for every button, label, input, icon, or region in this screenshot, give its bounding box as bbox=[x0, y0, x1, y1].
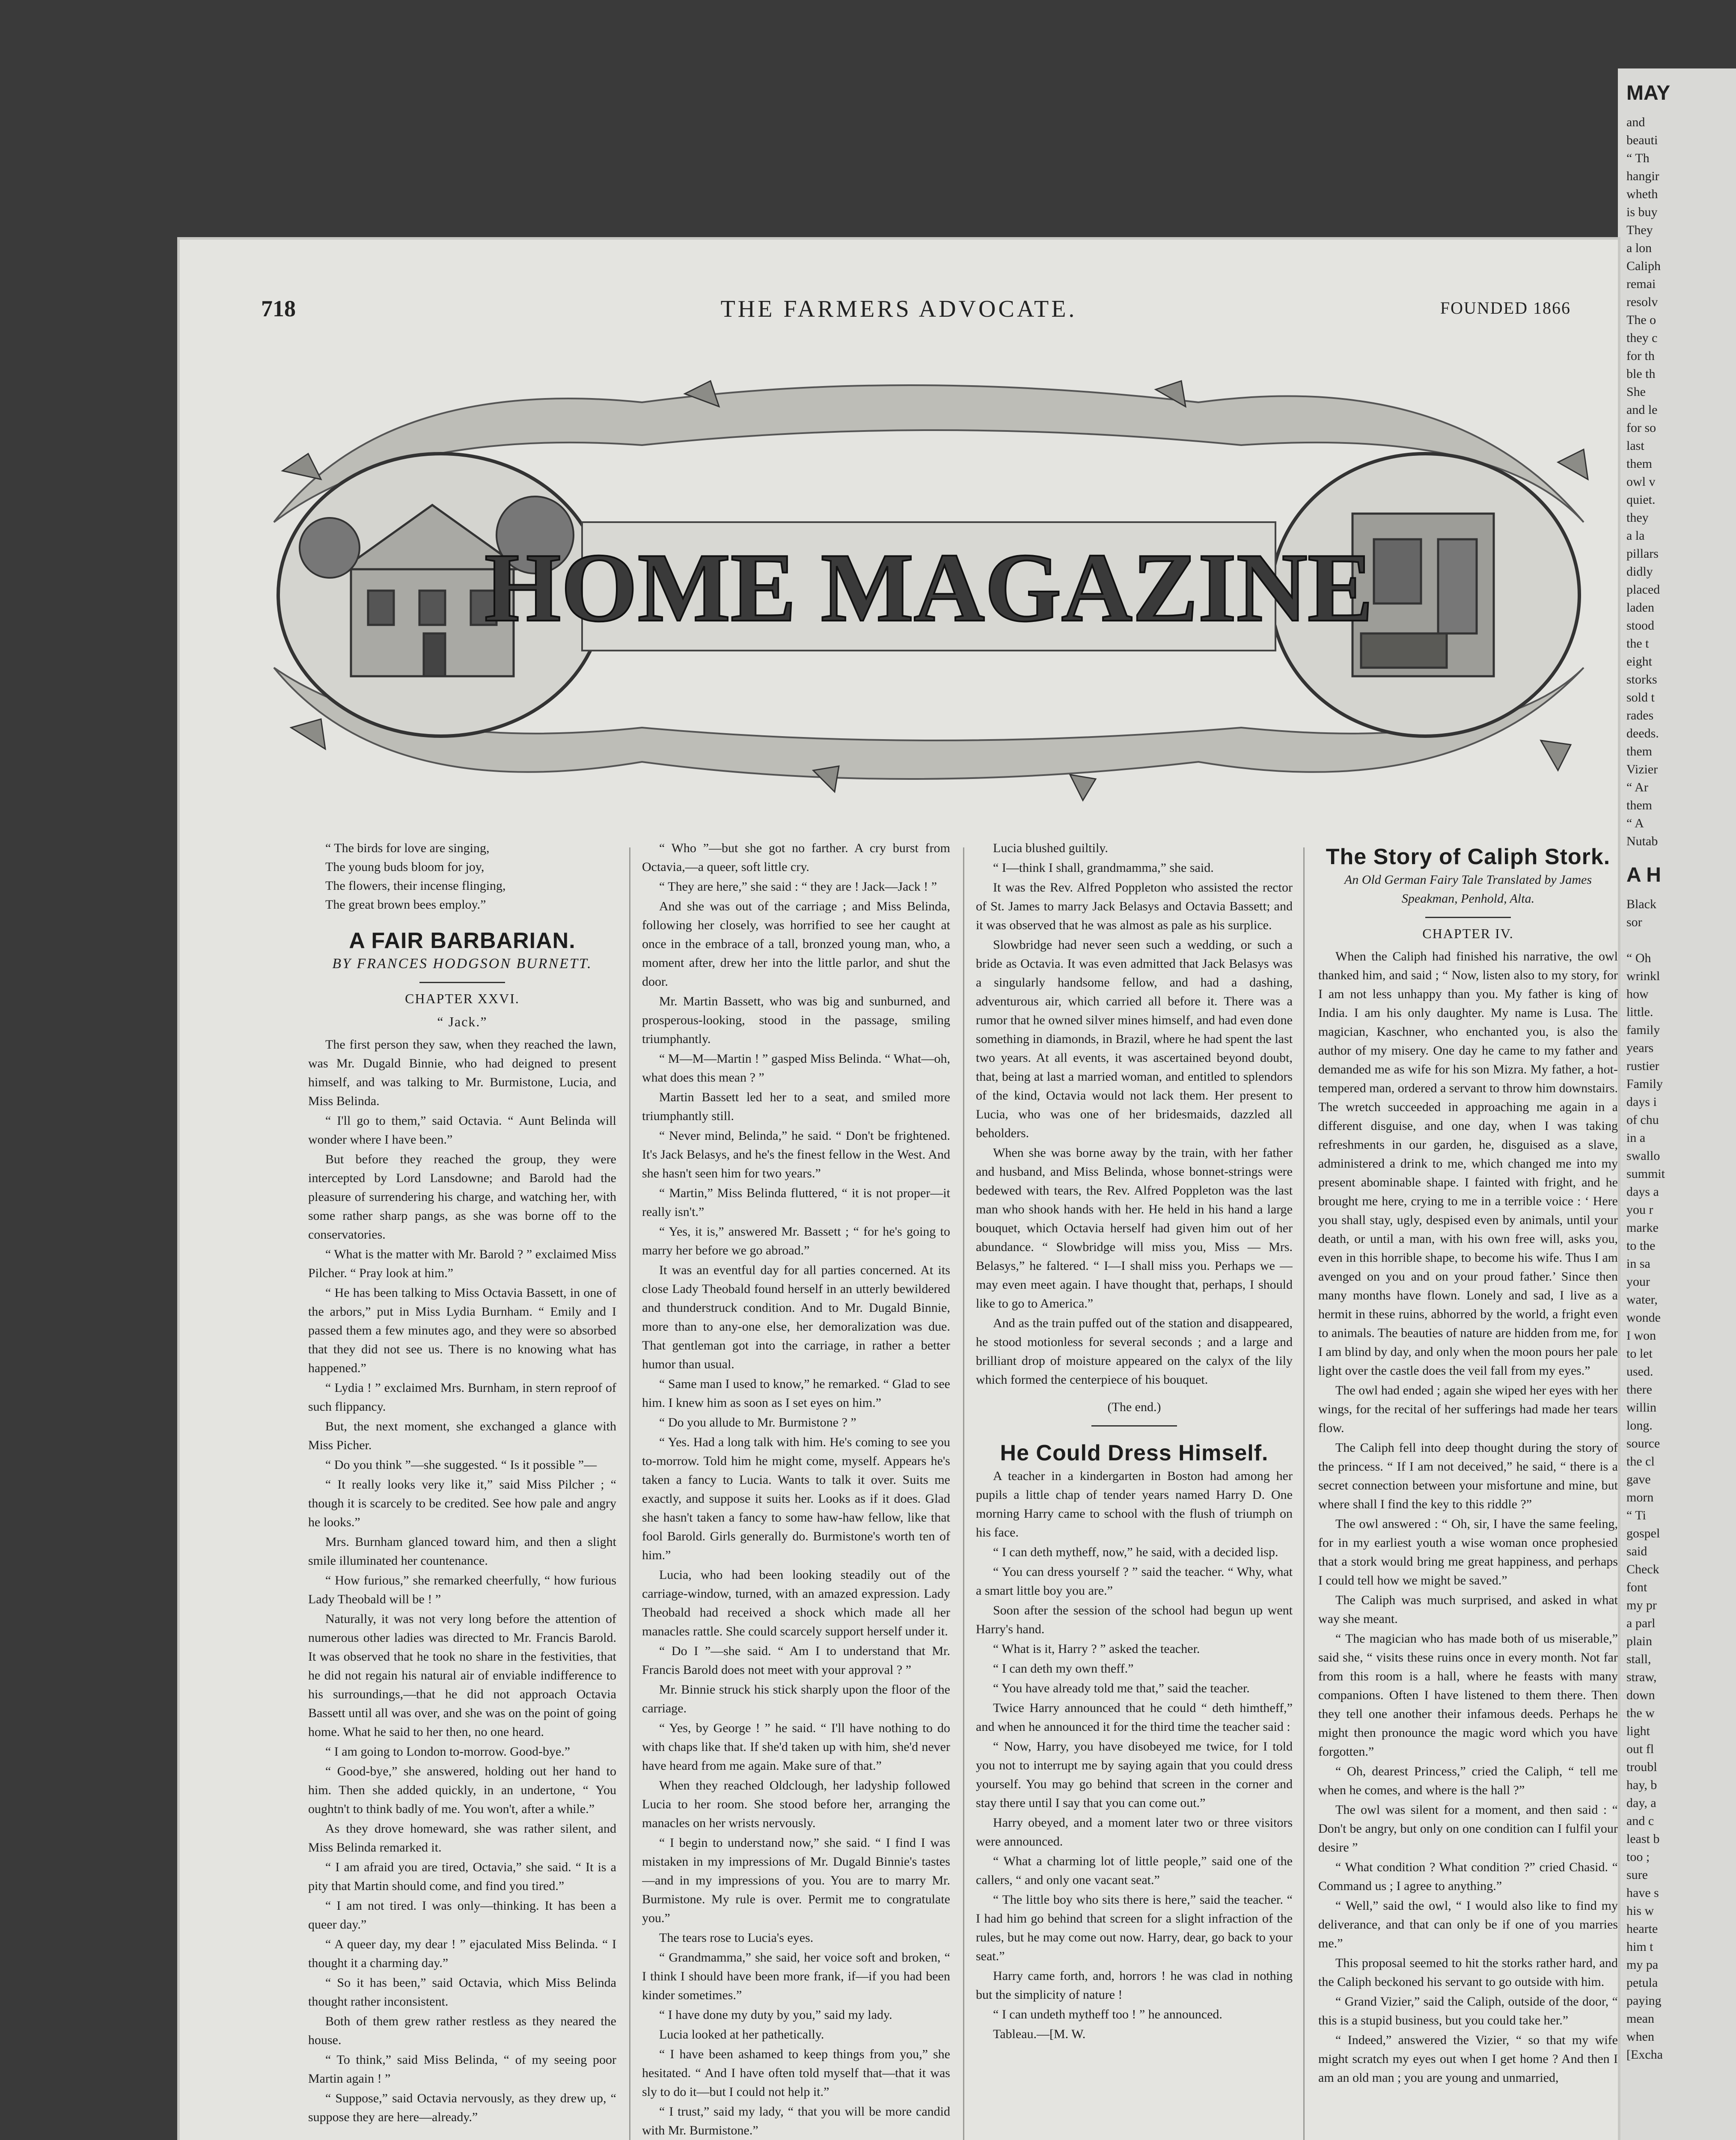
paragraph: “ Yes, it is,” answered Mr. Bassett ; “ for he's going to marry her before we go abroad.” bbox=[642, 1225, 950, 1257]
paragraph: When she was borne away by the train, with her father and husband, and Miss Belinda, whose bonnet-strings were bedewed with tears, the Rev. Alfred Poppleton was the last man who shook hands with her. He held in his hand a large bouquet, which Octavia herself had given him out of her abundance. “ Slowbridge will miss you, Miss — Mrs. Belasys,” he faltered. “ I—I shall miss you. Perhaps we — may even meet again. I have thought that, perhaps, I should like to go to America.” bbox=[976, 1146, 1293, 1311]
paragraph: “ I'll go to them,” said Octavia. “ Aunt Belinda will wonder where I have been.” bbox=[308, 1114, 616, 1147]
paragraph: “ What a charming lot of little people,” said one of the callers, “ and only one vacant seat.” bbox=[976, 1854, 1293, 1887]
paragraph: “ Now, Harry, you have disobeyed me twice, for I told you not to interrupt me by saying again that you could dress yourself. You may go behind that screen in the corner and stay there until I say that you can come out.” bbox=[976, 1739, 1293, 1810]
story-byline: BY FRANCES HODGSON BURNETT. bbox=[332, 956, 592, 972]
story-title-fair-barbarian: A FAIR BARBARIAN. bbox=[349, 928, 576, 953]
column-3 bbox=[976, 839, 1293, 2140]
chapter-heading: CHAPTER XXVI. bbox=[405, 991, 520, 1006]
paragraph: Soon after the session of the school had begun up went Harry's hand. bbox=[976, 1603, 1293, 1636]
paragraph: And as the train puffed out of the station and disappeared, he stood motionless for several seconds ; and a large and brilliant drop of moisture appeared on the calyx of the lily which formed the centerpiece of his bouquet. bbox=[976, 1316, 1293, 1387]
paragraph: The Caliph was much surprised, and asked in what way she meant. bbox=[1318, 1593, 1618, 1626]
paragraph: As they drove homeward, she was rather silent, and Miss Belinda remarked it. bbox=[308, 1822, 616, 1855]
paragraph: “ I trust,” said my lady, “ that you will be more candid with Mr. Burmistone.” bbox=[642, 2104, 950, 2137]
paragraph: “ Same man I used to know,” he remarked. “ Glad to see him. I knew him as soon as I set eyes on him.” bbox=[642, 1377, 950, 1410]
adjacent-page-header: MAY bbox=[1626, 82, 1671, 104]
column-1 bbox=[308, 839, 616, 2140]
paragraph: “ Who ”—but she got no farther. A cry burst from Octavia,—a queer, soft little cry. bbox=[642, 841, 950, 874]
paragraph: “ Do I ”—she said. “ Am I to understand that Mr. Francis Barold does not meet with your approval ? ” bbox=[642, 1644, 950, 1677]
story-title-caliph-stork: The Story of Caliph Stork. bbox=[1326, 844, 1611, 869]
paragraph: Mr. Martin Bassett, who was big and sunburned, and prosperous-looking, stood in the passage, smiling triumphantly. bbox=[642, 994, 950, 1046]
paragraph: Mrs. Burnham glanced toward him, and then a slight smile illuminated her countenance. bbox=[308, 1535, 616, 1568]
paragraph: Martin Bassett led her to a seat, and smiled more triumphantly still. bbox=[642, 1090, 950, 1123]
paragraph: “ What is the matter with Mr. Barold ? ” exclaimed Miss Pilcher. “ Pray look at him.” bbox=[308, 1247, 616, 1280]
divider bbox=[419, 982, 505, 983]
chapter-heading: CHAPTER IV. bbox=[1422, 926, 1514, 941]
divider bbox=[1091, 1425, 1177, 1427]
paragraph: And she was out of the carriage ; and Miss Belinda, following her closely, was horrified to see her caught at once in the embrace of a tall, bronzed young man, who, a moment after, drew her into the little parlor, and shut the door. bbox=[642, 899, 950, 989]
paragraph: “ Oh, dearest Princess,” cried the Caliph, “ tell me when he comes, and where is the hall ?” bbox=[1318, 1764, 1618, 1797]
divider bbox=[1425, 917, 1511, 918]
adjacent-page-fragment bbox=[1618, 68, 1736, 2140]
paragraph: The tears rose to Lucia's eyes. bbox=[659, 1931, 814, 1945]
paragraph: Lucia looked at her pathetically. bbox=[659, 2027, 824, 2042]
paragraph: When the Caliph had finished his narrative, the owl thanked him, and said ; “ Now, listen also to my story, for I am not less unhappy than you. My father is king of India. I am his only daughter. My name is Lusa. The magician, Kaschner, who enchanted you, is also the author of my misery. One day he came to my father and demanded me as wife for his son Mizra. My father, a hot-tempered man, ordered a servant to throw him downstairs. The wretch succeeded in approaching me again in a different disguise, and one day, when I was taking refreshments in our garden, he, disguised as a slave, administered a drink to me, which changed me into my present abominable shape. I fainted with fright, and he brought me here, crying to me in a terrible voice : ‘ Here you shall stay, ugly, despised even by animals, until your death, or until a man, with his own free will, asks you, even in this horrible shape, to become his wife. Thus I am avenged on you and on your proud father.’ Since then many months have flown. Lonely and sad, I live as a hermit in these ruins, abhorred by the world, a fright even to animals. The beauties of nature are hidden from me, for I am blind by day, and only when the moon pours her pale light over the castle does the veil fall from my eyes.” bbox=[1318, 949, 1618, 1378]
paragraph: “ How furious,” she remarked cheerfully, “ how furious Lady Theobald will be ! ” bbox=[308, 1573, 616, 1606]
paragraph: Slowbridge had never seen such a wedding, or such a bride as Octavia. It was even admitted that Jack Belasys was a singularly handsome fellow, and had a dashing, adventurous air, which carried all before it. There was a rumor that he owned silver mines himself, and had even done something in diamonds, in Brazil, where he had spent the last two years. At all events, it was ascertained beyond doubt, that, being at last a married woman, and entitled to splendors of the kind, Octavia would not lack them. Her present to Lucia, who was one of her bridesmaids, dazzled all beholders. bbox=[976, 938, 1293, 1140]
newspaper-page bbox=[180, 240, 1618, 2140]
column-rule bbox=[963, 847, 964, 2140]
paragraph: Tableau.—[M. W. bbox=[993, 2027, 1086, 2041]
paragraph: The Caliph fell into deep thought during the story of the princess. “ If I am not deceived,” he said, “ there is a secret connection between your misfortune and mine, but where shall I find the key to this riddle ?” bbox=[1318, 1441, 1618, 1511]
paragraph: “ To think,” said Miss Belinda, “ of my seeing poor Martin again ! ” bbox=[308, 2053, 616, 2086]
paragraph: “ I can deth mytheff, now,” he said, with a decided lisp. bbox=[993, 1545, 1278, 1559]
page-number: 718 bbox=[261, 296, 296, 321]
column-rule bbox=[1303, 847, 1305, 2140]
paragraph: But, the next moment, she exchanged a glance with Miss Picher. bbox=[308, 1419, 616, 1452]
paragraph: This proposal seemed to hit the storks rather hard, and the Caliph beckoned his servant to go outside with him. bbox=[1318, 1956, 1618, 1989]
paragraph: “ I begin to understand now,” she said. “ I find I was mistaken in my impressions of Mr. Dugald Binnie's tastes—and in my impressions of you. You are to marry Mr. Burmistone. My rule is over. Permit me to congratulate you.” bbox=[642, 1836, 950, 1925]
column-4 bbox=[1318, 839, 1618, 2140]
paragraph: “ I can undeth mytheff too ! ” he announced. bbox=[993, 2007, 1222, 2021]
paragraph: “ It really looks very like it,” said Miss Pilcher ; “ though it is scarcely to be credited. See how pale and angry he looks.” bbox=[308, 1477, 616, 1529]
column-rule bbox=[629, 847, 630, 2140]
paragraph: “ I can deth my own theff.” bbox=[993, 1661, 1134, 1676]
paragraph: When they reached Oldclough, her ladyship followed Lucia to her room. She stood before her, arranging the manacles on her wrists nervously. bbox=[642, 1778, 950, 1830]
paragraph: It was the Rev. Alfred Poppleton who assisted the rector of St. James to marry Jack Belasys and Octavia Bassett; and it was observed that he was almost as pale as his surplice. bbox=[976, 880, 1293, 932]
paragraph: But before they reached the group, they were intercepted by Lord Lansdowne; and Barold had the pleasure of surrendering his charge, and watching her, with some rather sharp pangs, as she was borne off to the conservatories. bbox=[308, 1152, 616, 1242]
story-title-dress-himself: He Could Dress Himself. bbox=[1000, 1441, 1269, 1465]
paragraph: “ You have already told me that,” said the teacher. bbox=[993, 1681, 1250, 1695]
paragraph: “ I am not tired. I was only—thinking. It has been a queer day.” bbox=[308, 1899, 616, 1932]
paragraph: “ Do you think ”—she suggested. “ Is it possible ”— bbox=[325, 1458, 597, 1472]
paragraph: “ What condition ? What condition ?” cried Chasid. “ Command us ; I agree to anything.” bbox=[1318, 1860, 1618, 1893]
running-head bbox=[180, 295, 1618, 325]
paragraph: “ He has been talking to Miss Octavia Bassett, in one of the arbors,” put in Miss Lydia Burnham. “ Emily and I passed them a few minutes ago, and they were so absorbed that they did not see us. There is no knowing what has happened.” bbox=[308, 1286, 616, 1375]
paragraph: “ Indeed,” answered the Vizier, “ so that my wife might scratch my eyes out when I get home ? And then I am an old man ; you are young and unmarried, bbox=[1318, 2033, 1618, 2085]
paragraph: “ Martin,” Miss Belinda fluttered, “ it is not proper—it really isn't.” bbox=[642, 1186, 950, 1219]
paragraph: “ I am going to London to-morrow. Good-bye.” bbox=[325, 1745, 571, 1759]
paragraph: “ Grand Vizier,” said the Caliph, outside of the door, “ this is a stupid business, but you could take her.” bbox=[1318, 1994, 1618, 2027]
publication-title: THE FARMERS ADVOCATE. bbox=[720, 296, 1077, 322]
paragraph: Lucia, who had been looking steadily out of the carriage-window, turned, with an amazed expression. Lady Theobald had received a shock which made all her manacles rattle. She could scarcely support herself under it. bbox=[642, 1568, 950, 1638]
paragraph: “ I am afraid you are tired, Octavia,” she said. “ It is a pity that Martin should come, and find you tired.” bbox=[308, 1860, 616, 1893]
paragraph: The owl had ended ; again she wiped her eyes with her wings, for the recital of her sufferings had made her tears flow. bbox=[1318, 1383, 1618, 1435]
paragraph: Lucia blushed guiltily. bbox=[993, 841, 1108, 855]
paragraph: “ The magician who has made both of us miserable,” said she, “ visits these ruins once in every month. Not far from this room is a hall, where he feasts with many companions. Often I have listened to them there. Then they tell one another their infamous deeds. Perhaps he might then pronounce the magic word which you have forgotten.” bbox=[1318, 1632, 1618, 1759]
paragraph: Mr. Binnie struck his stick sharply upon the floor of the carriage. bbox=[642, 1682, 950, 1715]
chapter-subtitle: “ Jack.” bbox=[437, 1014, 488, 1029]
paragraph: “ Lydia ! ” exclaimed Mrs. Burnham, in stern reproof of such flippancy. bbox=[308, 1381, 616, 1414]
paragraph: A teacher in a kindergarten in Boston had among her pupils a little chap of tender years named Harry D. One morning Harry came to school with the flush of triumph on his face. bbox=[976, 1469, 1293, 1540]
paragraph: “ Suppose,” said Octavia nervously, as they drew up, “ suppose they are here—already.” bbox=[308, 2091, 616, 2124]
founded-note: FOUNDED 1866 bbox=[1440, 298, 1571, 318]
paragraph: “ Good-bye,” she answered, holding out her hand to him. Then she added quickly, in an undertone, “ You oughtn't to think badly of me. You won't, after a while.” bbox=[308, 1764, 616, 1816]
paragraph: “ Do you allude to Mr. Burmistone ? ” bbox=[659, 1415, 856, 1430]
column-2 bbox=[642, 839, 950, 2140]
paragraph: “ Yes, by George ! ” he said. “ I'll have nothing to do with chaps like that. If she'd taken up with him, she'd never have heard from me again. Make sure of that.” bbox=[642, 1721, 950, 1773]
paragraph: Naturally, it was not very long before the attention of numerous other ladies was directed to Mr. Francis Barold. It was observed that he took no share in the festivities, that he did not regain his natural air of enviable indifference to his surroundings,—that he did not approach Octavia Bassett until all was over, and she was on the point of going home. What he said to her then, no one heard. bbox=[308, 1612, 616, 1739]
paragraph: Twice Harry announced that he could “ deth himtheff,” and when he announced it for the third time the teacher said : bbox=[976, 1701, 1293, 1734]
paragraph: “ They are here,” she said : “ they are ! Jack—Jack ! ” bbox=[659, 880, 937, 894]
paragraph: The first person they saw, when they reached the lawn, was Mr. Dugald Binnie, who had deigned to present himself, and was talking to Mr. Burmistone, Lucia, and Miss Belinda. bbox=[308, 1037, 616, 1108]
paragraph: It was an eventful day for all parties concerned. At its close Lady Theobald found herself in an utterly bewildered and thunderstruck condition. And to Mr. Dugald Binnie, more than to any-one else, her demoralization was due. That gentleman got into the carriage, in rather a better humor than usual. bbox=[642, 1263, 950, 1371]
adjacent-page-text-2: Black sor “ Oh wrinkl how little. family years rustier Family days i of chu in a swallo summit days a you r marke to the in sa your water, wonde I won to let used. there willin long. source the cl gave morn “ Ti gospel said Check font my pr a parl plain stall, straw, down the w light out fl troubl hay, b day, a and c least b too ; sure have s his w hearte him t my pa petula paying mean when [Excha bbox=[1626, 897, 1665, 2062]
paragraph: The owl was silent for a moment, and then said : “ Don't be angry, but only on one condition can I fulfil your desire ” bbox=[1318, 1803, 1618, 1855]
paragraph: “ So it has been,” said Octavia, which Miss Belinda thought rather inconsistent. bbox=[308, 1976, 616, 2009]
paragraph: “ The little boy who sits there is here,” said the teacher. “ I had him go behind that screen for a slight infraction of the rules, but he may come out now. Harry, dear, go back to your seat.” bbox=[976, 1893, 1293, 1963]
paragraph: “ I—think I shall, grandmamma,” she said. bbox=[993, 861, 1214, 875]
paragraph: Harry obeyed, and a moment later two or three visitors were announced. bbox=[976, 1816, 1293, 1849]
paragraph: “ A queer day, my dear ! ” ejaculated Miss Belinda. “ I thought it a charming day.” bbox=[308, 1937, 616, 1970]
paragraph: “ I have done my duty by you,” said my lady. bbox=[659, 2008, 892, 2022]
paragraph: “ I have been ashamed to keep things from you,” she hesitated. “ And I have often told myself that—that it was sly to do it—but I could not help it.” bbox=[642, 2047, 950, 2099]
paragraph: “ Never mind, Belinda,” he said. “ Don't be frightened. It's Jack Belasys, and he's the finest fellow in the West. And she hasn't seen him for two years.” bbox=[642, 1129, 950, 1180]
paragraph: “ What is it, Harry ? ” asked the teacher. bbox=[993, 1642, 1200, 1656]
adjacent-page-heading: A H bbox=[1626, 864, 1661, 886]
paragraph: Both of them grew rather restless as they neared the house. bbox=[308, 2014, 616, 2047]
paragraph: “ You can dress yourself ? ” said the teacher. “ Why, what a smart little boy you are.” bbox=[976, 1565, 1293, 1598]
home-magazine-banner bbox=[257, 342, 1601, 822]
story-end-mark: (The end.) bbox=[1107, 1400, 1161, 1414]
paragraph: “ Grandmamma,” she said, her voice soft and broken, “ I think I should have been more frank, if—if you had been kinder sometimes.” bbox=[642, 1950, 950, 2002]
banner-title: HOME MAGAZINE bbox=[484, 533, 1373, 642]
paragraph: Harry came forth, and, horrors ! he was clad in nothing but the simplicity of nature ! bbox=[976, 1969, 1293, 2002]
adjacent-page-text: and beauti “ Th hangir wheth is buy They a lon Caliph remai resolv The o they c for th ble th She and le for so last them owl v quiet. they a la pillars didly placed laden stood the t eight storks sold t rades deeds. them Vizier “ Ar them “ A Nutab bbox=[1626, 115, 1661, 848]
story-subtitle: An Old German Fairy Tale Translated by James Speakman, Penhold, Alta. bbox=[1344, 873, 1592, 906]
paragraph: “ M—M—Martin ! ” gasped Miss Belinda. “ What—oh, what does this mean ? ” bbox=[642, 1052, 950, 1085]
paragraph: The owl answered : “ Oh, sir, I have the same feeling, for in my earliest youth a wise woman once prophesied that a stork would bring me great happiness, and perhaps I could tell how we might be saved.” bbox=[1318, 1517, 1618, 1587]
opening-poem: “ The birds for love are singing, The young buds bloom for joy, The flowers, their incense flinging, The great brown bees employ.” bbox=[325, 841, 506, 912]
paragraph: “ Yes. Had a long talk with him. He's coming to see you to-morrow. Told him he might come, myself. Appears he's taken a fancy to Lucia. Wants to talk it over. Suits me exactly, and suppose it suits her. Looks as if it does. Glad she hasn't taken a fancy to some haw-haw fellow, like that fool Barold. Girls generally do. Burmistone's worth ten of him.” bbox=[642, 1435, 950, 1562]
banner-illustration bbox=[257, 342, 1601, 822]
paragraph: “ Well,” said the owl, “ I would also like to find my deliverance, and that can only be if one of you marries me.” bbox=[1318, 1899, 1618, 1950]
